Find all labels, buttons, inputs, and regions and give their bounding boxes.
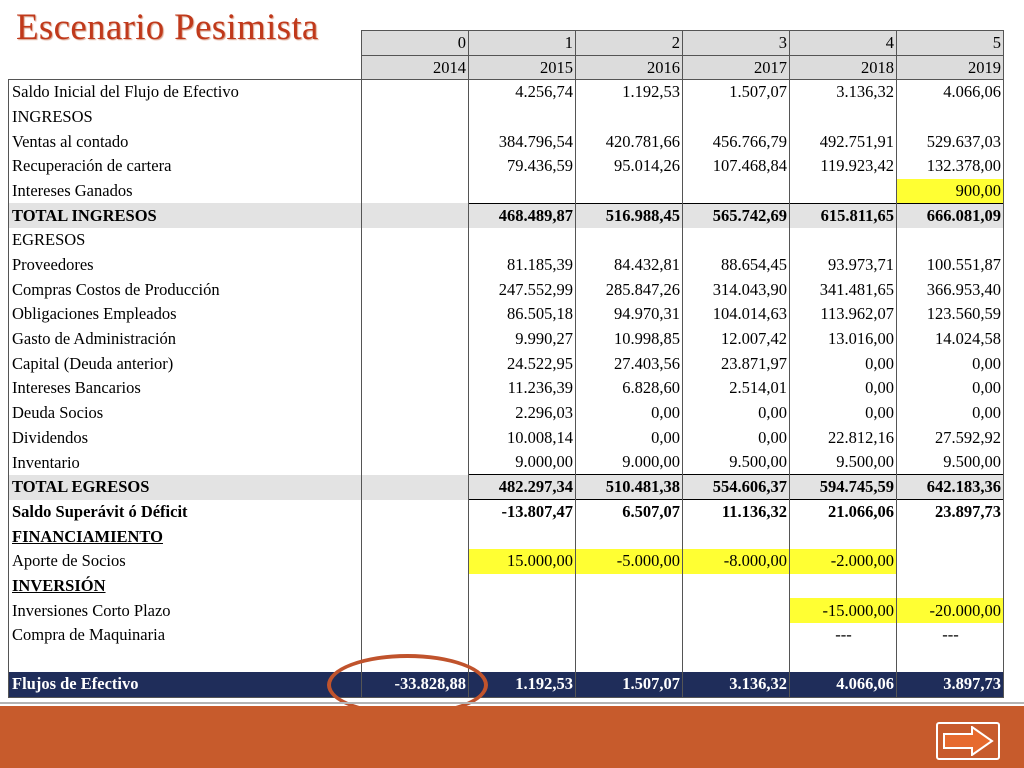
value-cell: -2.000,00 [790, 549, 897, 574]
value-cell [469, 623, 576, 648]
value-cell [576, 179, 683, 204]
value-cell: 104.014,63 [683, 302, 790, 327]
value-cell [576, 574, 683, 599]
value-cell: 13.016,00 [790, 327, 897, 352]
value-cell: 3.897,73 [897, 672, 1004, 697]
value-cell [683, 623, 790, 648]
row-label: INGRESOS [9, 105, 362, 130]
value-cell: 3.136,32 [683, 672, 790, 697]
value-cell [576, 623, 683, 648]
value-cell: 0,00 [683, 401, 790, 426]
value-cell: 0,00 [790, 351, 897, 376]
row-label: Intereses Bancarios [9, 376, 362, 401]
value-cell: -5.000,00 [576, 549, 683, 574]
value-cell: 615.811,65 [790, 203, 897, 228]
value-cell: 565.742,69 [683, 203, 790, 228]
period-header: 2 [576, 31, 683, 56]
row-label: Proveedores [9, 253, 362, 278]
row-label: Obligaciones Empleados [9, 302, 362, 327]
value-cell [790, 648, 897, 673]
value-cell [683, 524, 790, 549]
value-cell [790, 574, 897, 599]
footer-divider [0, 702, 1024, 704]
value-cell: 94.970,31 [576, 302, 683, 327]
value-cell [362, 500, 469, 525]
value-cell [683, 228, 790, 253]
value-cell: 88.654,45 [683, 253, 790, 278]
value-cell: 4.256,74 [469, 80, 576, 105]
value-cell [362, 401, 469, 426]
value-cell [897, 105, 1004, 130]
value-cell: 6.507,07 [576, 500, 683, 525]
value-cell: 0,00 [683, 426, 790, 451]
value-cell [469, 574, 576, 599]
arrow-right-icon [942, 726, 994, 756]
value-cell [576, 524, 683, 549]
value-cell: 9.500,00 [683, 450, 790, 475]
value-cell: 3.136,32 [790, 80, 897, 105]
value-cell: 1.192,53 [576, 80, 683, 105]
value-cell [469, 648, 576, 673]
value-cell: 492.751,91 [790, 129, 897, 154]
value-cell: --- [897, 623, 1004, 648]
value-cell: 81.185,39 [469, 253, 576, 278]
row-label: Aporte de Socios [9, 549, 362, 574]
table-row [9, 549, 1004, 574]
value-cell: 384.796,54 [469, 129, 576, 154]
header-blank-cell [9, 55, 362, 80]
value-cell: 113.962,07 [790, 302, 897, 327]
value-cell: 93.973,71 [790, 253, 897, 278]
cash-flow-table [8, 30, 1004, 698]
value-cell [897, 574, 1004, 599]
table-row [9, 598, 1004, 623]
row-label: Ventas al contado [9, 129, 362, 154]
table-row [9, 253, 1004, 278]
row-label: Inversiones Corto Plazo [9, 598, 362, 623]
row-label: Compras Costos de Producción [9, 277, 362, 302]
value-cell: 2.514,01 [683, 376, 790, 401]
table-row [9, 277, 1004, 302]
value-cell: 510.481,38 [576, 475, 683, 500]
period-header: 4 [790, 31, 897, 56]
value-cell: 2.296,03 [469, 401, 576, 426]
value-cell: 27.592,92 [897, 426, 1004, 451]
row-label: TOTAL EGRESOS [9, 475, 362, 500]
row-label: EGRESOS [9, 228, 362, 253]
value-cell: 0,00 [897, 376, 1004, 401]
value-cell: 314.043,90 [683, 277, 790, 302]
table-row [9, 475, 1004, 500]
value-cell: 27.403,56 [576, 351, 683, 376]
table-row [9, 80, 1004, 105]
row-label: Flujos de Efectivo [9, 672, 362, 697]
value-cell: 1.192,53 [469, 672, 576, 697]
table-row [9, 524, 1004, 549]
row-label: Dividendos [9, 426, 362, 451]
value-cell [469, 179, 576, 204]
row-label: Recuperación de cartera [9, 154, 362, 179]
value-cell [362, 228, 469, 253]
value-cell: -13.807,47 [469, 500, 576, 525]
value-cell: 247.552,99 [469, 277, 576, 302]
value-cell: 100.551,87 [897, 253, 1004, 278]
value-cell [683, 574, 790, 599]
value-cell [897, 549, 1004, 574]
year-header: 2014 [362, 55, 469, 80]
year-header: 2017 [683, 55, 790, 80]
table-row [9, 203, 1004, 228]
value-cell: 15.000,00 [469, 549, 576, 574]
value-cell [576, 105, 683, 130]
table-row [9, 105, 1004, 130]
row-label: TOTAL INGRESOS [9, 203, 362, 228]
value-cell [362, 475, 469, 500]
value-cell: 22.812,16 [790, 426, 897, 451]
value-cell: 529.637,03 [897, 129, 1004, 154]
table-row [9, 302, 1004, 327]
value-cell [362, 426, 469, 451]
value-cell: 594.745,59 [790, 475, 897, 500]
value-cell: 4.066,06 [790, 672, 897, 697]
period-header: 0 [362, 31, 469, 56]
value-cell: 0,00 [576, 426, 683, 451]
table-row [9, 351, 1004, 376]
value-cell: 11.236,39 [469, 376, 576, 401]
value-cell: -15.000,00 [790, 598, 897, 623]
value-cell: 23.871,97 [683, 351, 790, 376]
value-cell [362, 574, 469, 599]
value-cell: 95.014,26 [576, 154, 683, 179]
value-cell: 666.081,09 [897, 203, 1004, 228]
value-cell [576, 228, 683, 253]
year-header: 2018 [790, 55, 897, 80]
value-cell: 0,00 [790, 401, 897, 426]
value-cell [683, 598, 790, 623]
table-row [9, 401, 1004, 426]
value-cell: 1.507,07 [576, 672, 683, 697]
value-cell: 341.481,65 [790, 277, 897, 302]
value-cell [362, 450, 469, 475]
table-row [9, 376, 1004, 401]
value-cell: 21.066,06 [790, 500, 897, 525]
value-cell [790, 105, 897, 130]
value-cell: 285.847,26 [576, 277, 683, 302]
value-cell: 23.897,73 [897, 500, 1004, 525]
value-cell [469, 105, 576, 130]
value-cell [362, 623, 469, 648]
row-label: Saldo Inicial del Flujo de Efectivo [9, 80, 362, 105]
row-label: Inventario [9, 450, 362, 475]
value-cell [790, 179, 897, 204]
value-cell [683, 648, 790, 673]
period-header: 5 [897, 31, 1004, 56]
value-cell [362, 154, 469, 179]
slide-title: Escenario Pesimista [16, 7, 319, 48]
value-cell [362, 327, 469, 352]
value-cell: 0,00 [576, 401, 683, 426]
value-cell [683, 105, 790, 130]
value-cell: 12.007,42 [683, 327, 790, 352]
value-cell: -8.000,00 [683, 549, 790, 574]
value-cell [790, 524, 897, 549]
table-row [9, 228, 1004, 253]
table-row [9, 648, 1004, 673]
row-label: Gasto de Administración [9, 327, 362, 352]
value-cell: 366.953,40 [897, 277, 1004, 302]
value-cell [362, 203, 469, 228]
row-label: Deuda Socios [9, 401, 362, 426]
value-cell: 11.136,32 [683, 500, 790, 525]
value-cell [897, 648, 1004, 673]
value-cell: 0,00 [897, 351, 1004, 376]
value-cell: 123.560,59 [897, 302, 1004, 327]
value-cell: 107.468,84 [683, 154, 790, 179]
row-label: Saldo Superávit ó Déficit [9, 500, 362, 525]
value-cell [790, 228, 897, 253]
value-cell [469, 524, 576, 549]
value-cell: 6.828,60 [576, 376, 683, 401]
year-header: 2019 [897, 55, 1004, 80]
value-cell: 84.432,81 [576, 253, 683, 278]
value-cell: 516.988,45 [576, 203, 683, 228]
value-cell [576, 648, 683, 673]
row-label: INVERSIÓN [9, 574, 362, 599]
period-header: 1 [469, 31, 576, 56]
value-cell: 9.500,00 [790, 450, 897, 475]
value-cell [469, 598, 576, 623]
value-cell: 0,00 [790, 376, 897, 401]
value-cell [897, 228, 1004, 253]
period-header: 3 [683, 31, 790, 56]
value-cell: 10.998,85 [576, 327, 683, 352]
value-cell: 9.500,00 [897, 450, 1004, 475]
value-cell [362, 105, 469, 130]
value-cell [362, 302, 469, 327]
value-cell [576, 598, 683, 623]
value-cell [362, 179, 469, 204]
value-cell: 482.297,34 [469, 475, 576, 500]
year-header: 2016 [576, 55, 683, 80]
table-row [9, 450, 1004, 475]
table-row [9, 179, 1004, 204]
row-label: Intereses Ganados [9, 179, 362, 204]
table-row [9, 500, 1004, 525]
footer-bar [0, 706, 1024, 768]
value-cell: 79.436,59 [469, 154, 576, 179]
table-row [9, 426, 1004, 451]
row-label: Compra de Maquinaria [9, 623, 362, 648]
row-label: Capital (Deuda anterior) [9, 351, 362, 376]
value-cell [362, 351, 469, 376]
value-cell: --- [790, 623, 897, 648]
value-cell: 86.505,18 [469, 302, 576, 327]
value-cell [362, 253, 469, 278]
value-cell: 132.378,00 [897, 154, 1004, 179]
value-cell: -20.000,00 [897, 598, 1004, 623]
value-cell: 119.923,42 [790, 154, 897, 179]
table-row [9, 129, 1004, 154]
value-cell [469, 228, 576, 253]
value-cell: 9.990,27 [469, 327, 576, 352]
table-row [9, 574, 1004, 599]
value-cell: 9.000,00 [576, 450, 683, 475]
value-cell: 900,00 [897, 179, 1004, 204]
value-cell: 10.008,14 [469, 426, 576, 451]
value-cell: 554.606,37 [683, 475, 790, 500]
value-cell: 4.066,06 [897, 80, 1004, 105]
value-cell [362, 376, 469, 401]
value-cell [362, 80, 469, 105]
header-blank-cell [9, 31, 362, 56]
year-header: 2015 [469, 55, 576, 80]
table-row [9, 672, 1004, 697]
value-cell [362, 598, 469, 623]
value-cell: 14.024,58 [897, 327, 1004, 352]
row-label [9, 648, 362, 673]
value-cell: 1.507,07 [683, 80, 790, 105]
value-cell: 420.781,66 [576, 129, 683, 154]
table-row [9, 623, 1004, 648]
row-label: FINANCIAMIENTO [9, 524, 362, 549]
value-cell [897, 524, 1004, 549]
value-cell: 0,00 [897, 401, 1004, 426]
next-slide-button[interactable] [936, 722, 1000, 760]
value-cell [362, 277, 469, 302]
value-cell [362, 129, 469, 154]
value-cell [362, 549, 469, 574]
value-cell [683, 179, 790, 204]
value-cell: 24.522,95 [469, 351, 576, 376]
table-row [9, 327, 1004, 352]
value-cell: 642.183,36 [897, 475, 1004, 500]
table-row [9, 154, 1004, 179]
value-cell: 9.000,00 [469, 450, 576, 475]
value-cell: 456.766,79 [683, 129, 790, 154]
value-cell: 468.489,87 [469, 203, 576, 228]
value-cell [362, 524, 469, 549]
value-cell: -33.828,88 [362, 672, 469, 697]
